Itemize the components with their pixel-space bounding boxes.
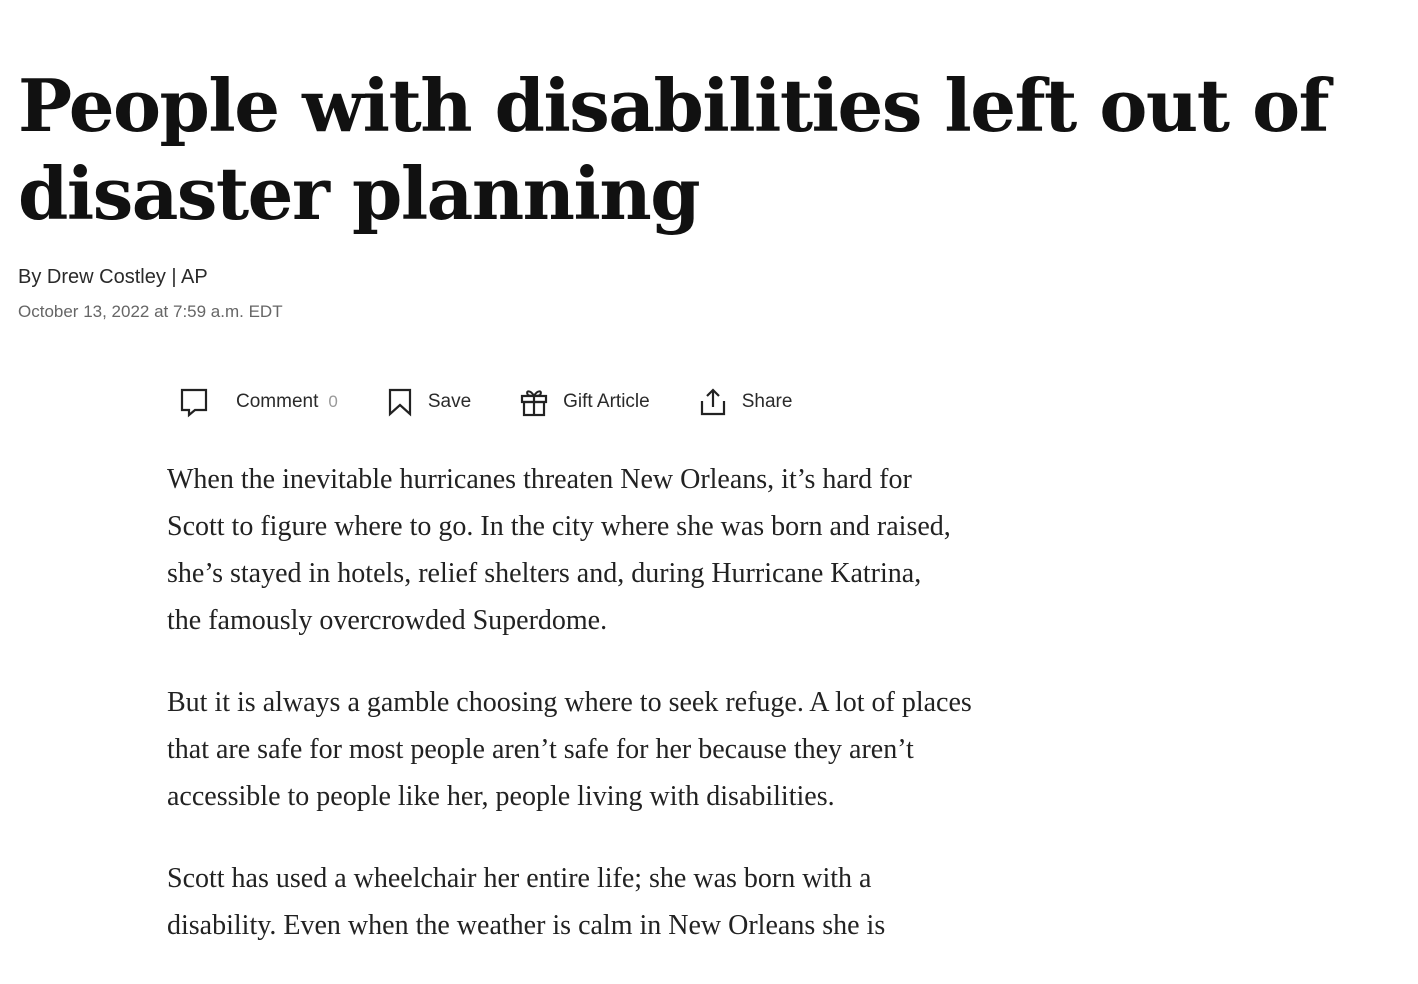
- paragraph-line: disability. Even when the weather is calm in New Orleans she is: [167, 910, 886, 941]
- gift-icon: [519, 387, 549, 417]
- byline[interactable]: By Drew Costley | AP: [18, 266, 208, 288]
- gift-article-button[interactable]: [519, 387, 650, 417]
- paragraph-line: Scott has used a wheelchair her entire life; she was born with a: [167, 863, 872, 894]
- paragraph-line: accessible to people like her, people living with disabilities.: [167, 781, 835, 812]
- paragraph-line: the famously overcrowded Superdome.: [167, 605, 608, 636]
- paragraph-line: she’s stayed in hotels, relief shelters and, during Hurricane Katrina,: [167, 558, 922, 589]
- comment-button[interactable]: [180, 388, 338, 416]
- comment-label: Comment: [236, 391, 319, 412]
- gift-label: Gift Article: [563, 391, 650, 412]
- save-button[interactable]: [388, 388, 471, 416]
- paragraph-line: But it is always a gamble choosing where to seek refuge. A lot of places: [167, 687, 972, 718]
- paragraph-line: When the inevitable hurricanes threaten New Orleans, it’s hard for: [167, 464, 912, 495]
- timestamp: October 13, 2022 at 7:59 a.m. EDT: [18, 302, 283, 321]
- save-label: Save: [427, 391, 472, 412]
- article-body: [167, 456, 1267, 984]
- comment-icon: [180, 388, 208, 416]
- comment-count: 0: [328, 392, 338, 411]
- paragraph: [167, 855, 1267, 949]
- article-toolbar: [180, 384, 792, 420]
- share-label: Share: [741, 391, 793, 412]
- paragraph: [167, 679, 1267, 820]
- headline: People with disabilities left out of disaster planning: [18, 63, 1329, 236]
- share-icon: [698, 387, 728, 417]
- bookmark-icon: [388, 388, 412, 416]
- paragraph: [167, 456, 1267, 644]
- paragraph-line: Scott to figure where to go. In the city where she was born and raised,: [167, 511, 951, 542]
- paragraph-line: that are safe for most people aren’t safe for her because they aren’t: [167, 734, 914, 765]
- share-button[interactable]: [698, 387, 793, 417]
